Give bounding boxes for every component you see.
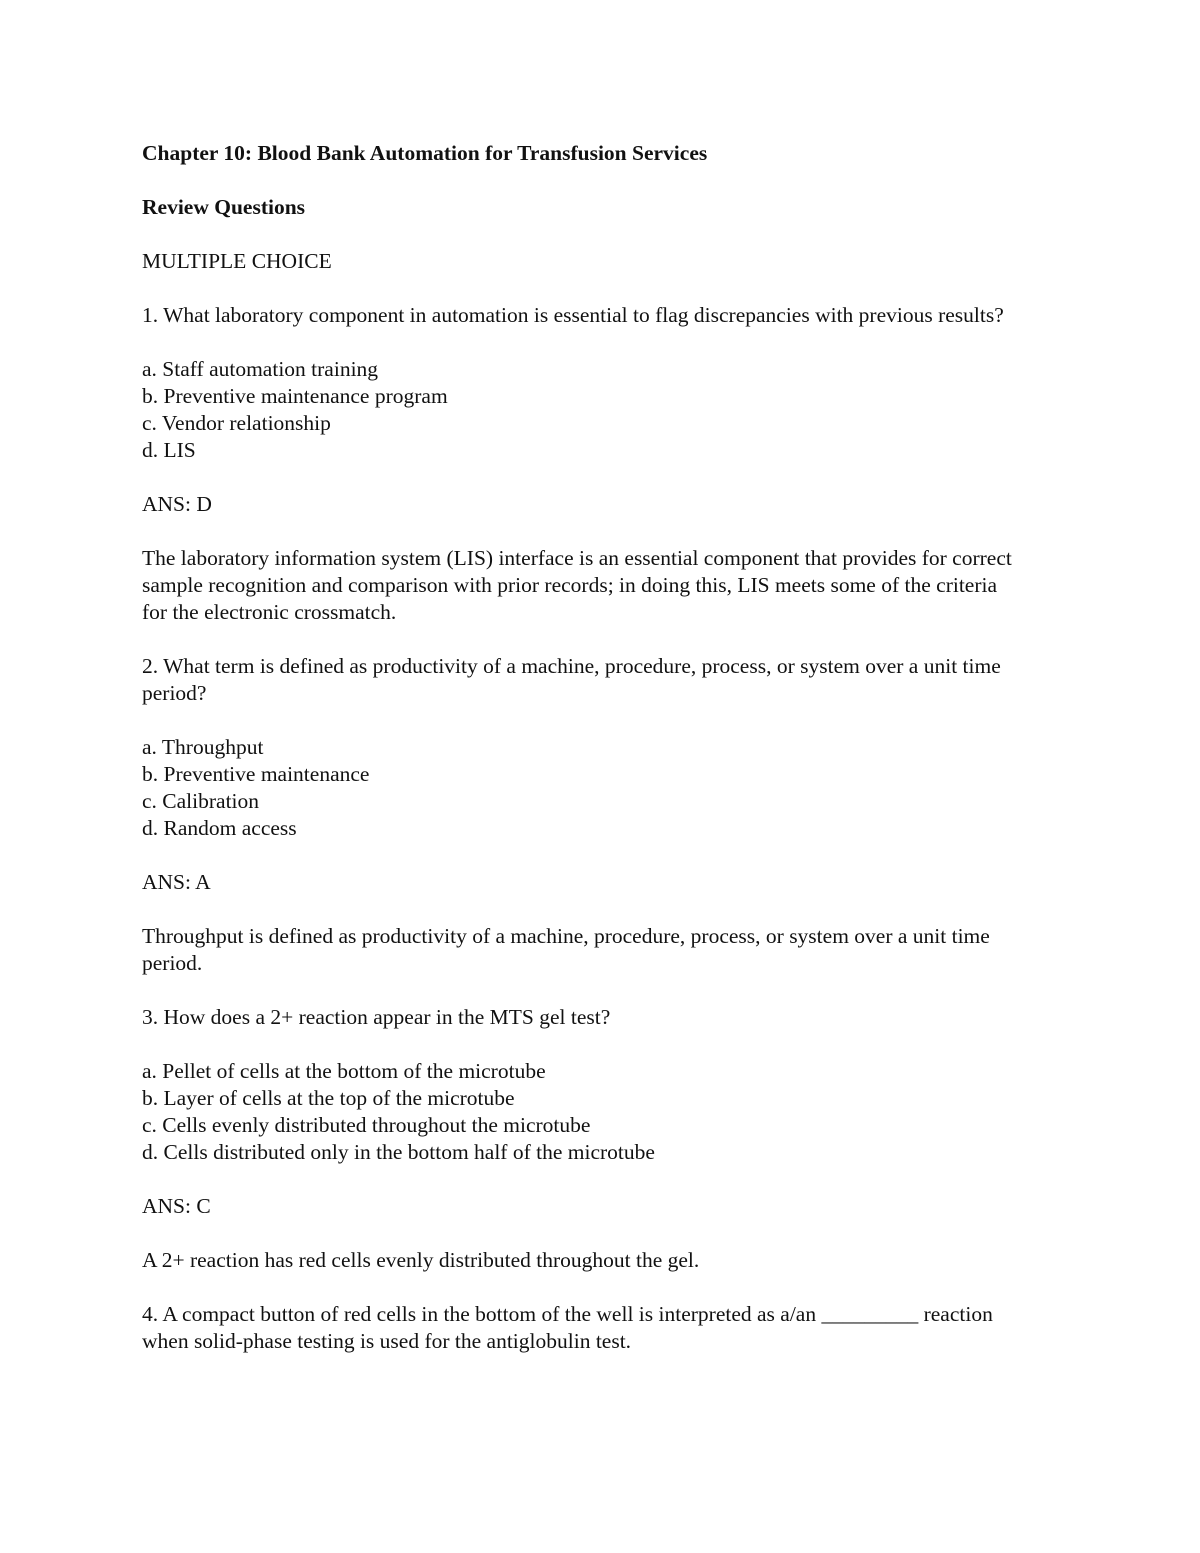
question-4 (142, 1301, 1102, 1355)
option-c: c. Cells evenly distributed throughout the microtube (142, 1113, 591, 1137)
question-stem: 4. A compact button of red cells in the bottom of the well is interpreted as a/an _________ reaction (142, 1302, 993, 1326)
option-list (142, 356, 1102, 464)
spacer (142, 842, 1102, 869)
answer-key: ANS: A (142, 870, 211, 894)
spacer (142, 275, 1102, 302)
option-b: b. Preventive maintenance program (142, 384, 448, 408)
spacer (142, 707, 1102, 734)
question-stem: 1. What laboratory component in automation is essential to flag discrepancies with previous results? (142, 303, 1004, 327)
rationale-line: A 2+ reaction has red cells evenly distributed throughout the gel. (142, 1248, 700, 1272)
rationale-line: sample recognition and comparison with prior records; in doing this, LIS meets some of the criteria (142, 573, 998, 597)
spacer (142, 167, 1102, 194)
spacer (142, 1031, 1102, 1058)
spacer (142, 1274, 1102, 1301)
spacer (142, 1166, 1102, 1193)
document-content (142, 140, 1102, 1355)
rationale-line: Throughput is defined as productivity of a machine, procedure, process, or system over a unit time (142, 924, 990, 948)
spacer (142, 221, 1102, 248)
answer-key: ANS: C (142, 1194, 211, 1218)
option-d: d. Cells distributed only in the bottom half of the microtube (142, 1140, 655, 1164)
question-stem: period? (142, 681, 207, 705)
option-b: b. Layer of cells at the top of the microtube (142, 1086, 515, 1110)
spacer (142, 977, 1102, 1004)
chapter-title: Chapter 10: Blood Bank Automation for Transfusion Services (142, 141, 708, 165)
rationale-line: for the electronic crossmatch. (142, 600, 397, 624)
option-c: c. Vendor relationship (142, 411, 331, 435)
rationale-line: period. (142, 951, 203, 975)
question-stem: 3. How does a 2+ reaction appear in the MTS gel test? (142, 1005, 611, 1029)
question-2 (142, 653, 1102, 1004)
spacer (142, 626, 1102, 653)
question-1 (142, 302, 1102, 653)
question-stem: when solid-phase testing is used for the antiglobulin test. (142, 1329, 632, 1353)
spacer (142, 896, 1102, 923)
option-d: d. LIS (142, 438, 196, 462)
section-title: Review Questions (142, 195, 306, 219)
option-list (142, 734, 1102, 842)
answer-key: ANS: D (142, 492, 212, 516)
option-b: b. Preventive maintenance (142, 762, 370, 786)
question-stem: 2. What term is defined as productivity of a machine, procedure, process, or system over a unit time (142, 654, 1001, 678)
rationale-line: The laboratory information system (LIS) interface is an essential component that provides for correct (142, 546, 1012, 570)
spacer (142, 464, 1102, 491)
option-a: a. Throughput (142, 735, 264, 759)
option-c: c. Calibration (142, 789, 260, 813)
option-a: a. Pellet of cells at the bottom of the microtube (142, 1059, 546, 1083)
option-a: a. Staff automation training (142, 357, 379, 381)
question-3 (142, 1004, 1102, 1301)
option-d: d. Random access (142, 816, 297, 840)
spacer (142, 329, 1102, 356)
spacer (142, 1220, 1102, 1247)
option-list (142, 1058, 1102, 1166)
question-type-heading: MULTIPLE CHOICE (142, 249, 332, 273)
spacer (142, 518, 1102, 545)
